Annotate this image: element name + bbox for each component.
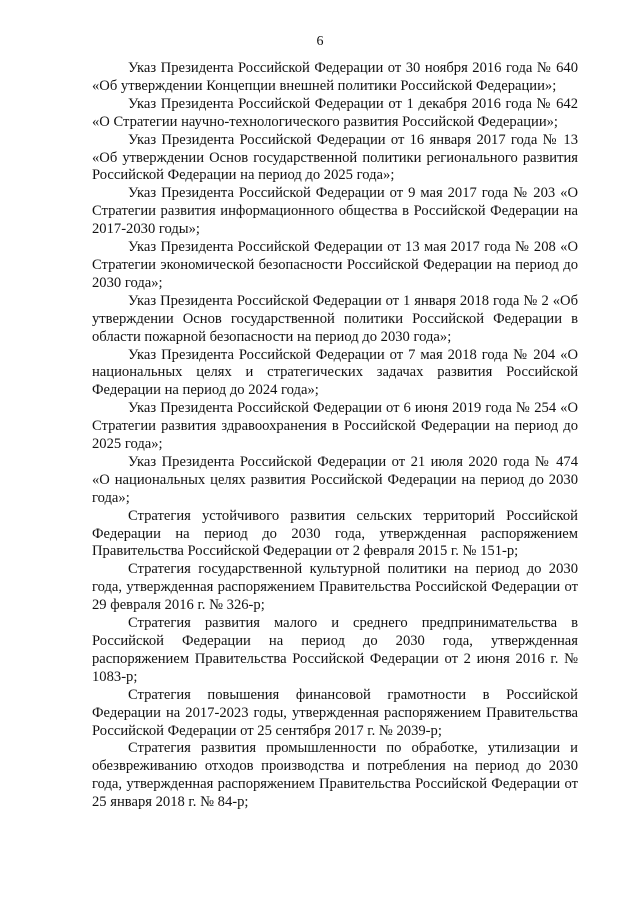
paragraph: Стратегия государственной культурной политики на период до 2030 года, утвержденная распоряжением Правительства Российской Федерации от 29 февраля 2016 г. № 326-р;: [92, 561, 578, 614]
page-number: 6: [316, 34, 324, 49]
paragraph: Стратегия устойчивого развития сельских территорий Российской Федерации на период до 2030 года, утвержденная распоряжением Правительства Российской Федерации от 2 февраля 2015 г. № 151-р;: [92, 507, 578, 560]
paragraph: Стратегия развития малого и среднего предпринимательства в Российской Федерации на период до 2030 года, утвержденная распоряжением Правительства Российской Федерации от 2 июня 2016 г. № 1083-р;: [92, 615, 578, 685]
paragraph: Указ Президента Российской Федерации от 6 июня 2019 года № 254 «О Стратегии развития здравоохранения в Российской Федерации на период до 2025 года»;: [92, 400, 578, 453]
paragraph: Указ Президента Российской Федерации от 1 декабря 2016 года № 642 «О Стратегии научно-технологического развития Российской Федерации»;: [92, 95, 578, 130]
paragraph: Указ Президента Российской Федерации от 9 мая 2017 года № 203 «О Стратегии развития информационного общества в Российской Федерации на 2017-2030 годы»;: [92, 185, 578, 238]
paragraph: Указ Президента Российской Федерации от 21 июля 2020 года № 474 «О национальных целях развития Российской Федерации на период до 2030 года»;: [92, 453, 578, 506]
paragraph: Стратегия повышения финансовой грамотности в Российской Федерации на 2017-2023 годы, утвержденная распоряжением Правительства Российской Федерации от 25 сентября 2017 г. № 2039-р;: [92, 686, 578, 739]
paragraph: Указ Президента Российской Федерации от 16 января 2017 года № 13 «Об утверждении Основ государственной политики регионального развития Российской Федерации на период до 2025 года»;: [92, 131, 578, 184]
paragraph: Стратегия развития промышленности по обработке, утилизации и обезвреживанию отходов производства и потребления на период до 2030 года, утвержденная распоряжением Правительства Российской Федерации от 25 января 2018 г. № 84-р;: [92, 740, 578, 811]
paragraph: Указ Президента Российской Федерации от 13 мая 2017 года № 208 «О Стратегии экономической безопасности Российской Федерации на период до 2030 года»;: [92, 239, 578, 291]
paragraph: Указ Президента Российской Федерации от 7 мая 2018 года № 204 «О национальных целях и стратегических задачах развития Российской Федерации на период до 2024 года»;: [92, 346, 578, 399]
paragraph: Указ Президента Российской Федерации от 30 ноября 2016 года № 640 «Об утверждении Концепции внешней политики Российской Федерации»;: [92, 60, 578, 94]
paragraph: Указ Президента Российской Федерации от 1 января 2018 года № 2 «Об утверждении Основ государственной политики Российской Федерации в области пожарной безопасности на период до 2030 года»;: [92, 292, 578, 345]
document-body: [92, 60, 578, 812]
